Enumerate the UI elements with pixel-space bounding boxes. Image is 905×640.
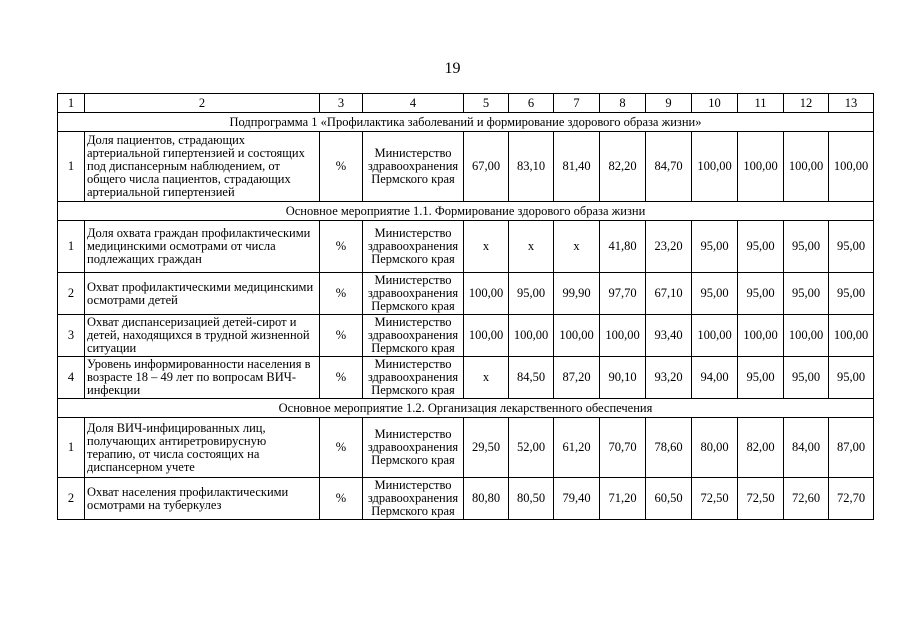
header-cell: 12 xyxy=(784,94,829,113)
responsible-executor: Министерство здравоохранения Пермского края xyxy=(363,357,464,399)
value-cell: 52,00 xyxy=(509,418,554,478)
responsible-executor: Министерство здравоохранения Пермского края xyxy=(363,418,464,478)
header-cell: 5 xyxy=(464,94,509,113)
value-cell: х xyxy=(509,221,554,273)
value-cell: 99,90 xyxy=(554,273,600,315)
value-cell: 95,00 xyxy=(784,221,829,273)
indicator-name: Доля охвата граждан профилактическими медицинскими осмотрами от числа подлежащих граждан xyxy=(85,221,320,273)
value-cell: 95,00 xyxy=(829,221,874,273)
value-cell: 93,40 xyxy=(646,315,692,357)
value-cell: 72,60 xyxy=(784,478,829,520)
value-cell: 100,00 xyxy=(692,132,738,202)
value-cell: 84,00 xyxy=(784,418,829,478)
unit: % xyxy=(320,357,363,399)
section-title: Основное мероприятие 1.2. Организация лекарственного обеспечения xyxy=(58,399,874,418)
value-cell: 72,50 xyxy=(738,478,784,520)
value-cell: 41,80 xyxy=(600,221,646,273)
value-cell: 100,00 xyxy=(464,315,509,357)
value-cell: 23,20 xyxy=(646,221,692,273)
section-title: Основное мероприятие 1.1. Формирование здорового образа жизни xyxy=(58,202,874,221)
value-cell: 100,00 xyxy=(784,132,829,202)
value-cell: 100,00 xyxy=(829,315,874,357)
value-cell: 100,00 xyxy=(692,315,738,357)
value-cell: 95,00 xyxy=(784,357,829,399)
header-cell: 8 xyxy=(600,94,646,113)
indicator-name: Охват диспансеризацией детей-сирот и детей, находящихся в трудной жизненной ситуации xyxy=(85,315,320,357)
value-cell: 95,00 xyxy=(784,273,829,315)
value-cell: 72,50 xyxy=(692,478,738,520)
table-row xyxy=(58,418,874,478)
value-cell: х xyxy=(554,221,600,273)
value-cell: 72,70 xyxy=(829,478,874,520)
value-cell: 95,00 xyxy=(738,357,784,399)
value-cell: 84,70 xyxy=(646,132,692,202)
responsible-executor: Министерство здравоохранения Пермского края xyxy=(363,315,464,357)
value-cell: 80,50 xyxy=(509,478,554,520)
header-cell: 4 xyxy=(363,94,464,113)
value-cell: 95,00 xyxy=(692,273,738,315)
value-cell: 79,40 xyxy=(554,478,600,520)
indicator-name: Доля ВИЧ-инфицированных лиц, получающих антиретровирусную терапию, от числа состоящих на диспансерном учете xyxy=(85,418,320,478)
table-row xyxy=(58,132,874,202)
value-cell: 100,00 xyxy=(600,315,646,357)
header-cell: 2 xyxy=(85,94,320,113)
table-row xyxy=(58,315,874,357)
value-cell: 60,50 xyxy=(646,478,692,520)
indicator-name: Уровень информированности населения в возрасте 18 – 49 лет по вопросам ВИЧ-инфекции xyxy=(85,357,320,399)
table-row xyxy=(58,221,874,273)
value-cell: 82,00 xyxy=(738,418,784,478)
header-cell: 10 xyxy=(692,94,738,113)
value-cell: 90,10 xyxy=(600,357,646,399)
value-cell: 61,20 xyxy=(554,418,600,478)
value-cell: 100,00 xyxy=(738,132,784,202)
responsible-executor: Министерство здравоохранения Пермского края xyxy=(363,221,464,273)
value-cell: 67,00 xyxy=(464,132,509,202)
section-row xyxy=(58,202,874,221)
indicators-table xyxy=(57,93,874,520)
section-title: Подпрограмма 1 «Профилактика заболеваний и формирование здорового образа жизни» xyxy=(58,113,874,132)
value-cell: 100,00 xyxy=(509,315,554,357)
indicator-name: Охват населения профилактическими осмотрами на туберкулез xyxy=(85,478,320,520)
value-cell: 80,00 xyxy=(692,418,738,478)
value-cell: 93,20 xyxy=(646,357,692,399)
page-number: 19 xyxy=(444,60,461,77)
value-cell: 100,00 xyxy=(784,315,829,357)
header-cell: 3 xyxy=(320,94,363,113)
row-number: 1 xyxy=(58,132,85,202)
value-cell: 81,40 xyxy=(554,132,600,202)
value-cell: 67,10 xyxy=(646,273,692,315)
value-cell: 80,80 xyxy=(464,478,509,520)
unit: % xyxy=(320,418,363,478)
table-row xyxy=(58,357,874,399)
value-cell: 82,20 xyxy=(600,132,646,202)
value-cell: 100,00 xyxy=(738,315,784,357)
value-cell: 97,70 xyxy=(600,273,646,315)
indicator-name: Охват профилактическими медицинскими осмотрами детей xyxy=(85,273,320,315)
unit: % xyxy=(320,478,363,520)
header-cell: 9 xyxy=(646,94,692,113)
responsible-executor: Министерство здравоохранения Пермского края xyxy=(363,132,464,202)
value-cell: 100,00 xyxy=(829,132,874,202)
value-cell: 87,20 xyxy=(554,357,600,399)
value-cell: 95,00 xyxy=(829,357,874,399)
indicator-name: Доля пациентов, страдающих артериальной гипертензией и состоящих под диспансерным наблюдением, от общего числа пациентов, страдающих артериальной гипертензией xyxy=(85,132,320,202)
section-row xyxy=(58,113,874,132)
value-cell: х xyxy=(464,357,509,399)
value-cell: 94,00 xyxy=(692,357,738,399)
value-cell: 29,50 xyxy=(464,418,509,478)
section-row xyxy=(58,399,874,418)
value-cell: 95,00 xyxy=(738,221,784,273)
value-cell: 95,00 xyxy=(738,273,784,315)
header-cell: 11 xyxy=(738,94,784,113)
value-cell: 95,00 xyxy=(692,221,738,273)
value-cell: 84,50 xyxy=(509,357,554,399)
row-number: 2 xyxy=(58,478,85,520)
value-cell: 87,00 xyxy=(829,418,874,478)
unit: % xyxy=(320,273,363,315)
value-cell: 71,20 xyxy=(600,478,646,520)
header-cell: 13 xyxy=(829,94,874,113)
header-cell: 7 xyxy=(554,94,600,113)
row-number: 3 xyxy=(58,315,85,357)
table-row xyxy=(58,478,874,520)
table-row xyxy=(58,273,874,315)
value-cell: 95,00 xyxy=(829,273,874,315)
value-cell: 100,00 xyxy=(464,273,509,315)
responsible-executor: Министерство здравоохранения Пермского края xyxy=(363,273,464,315)
header-cell: 1 xyxy=(58,94,85,113)
value-cell: 95,00 xyxy=(509,273,554,315)
responsible-executor: Министерство здравоохранения Пермского края xyxy=(363,478,464,520)
row-number: 1 xyxy=(58,418,85,478)
header-row xyxy=(58,94,874,113)
value-cell: 83,10 xyxy=(509,132,554,202)
header-cell: 6 xyxy=(509,94,554,113)
value-cell: 78,60 xyxy=(646,418,692,478)
value-cell: 70,70 xyxy=(600,418,646,478)
unit: % xyxy=(320,221,363,273)
unit: % xyxy=(320,132,363,202)
value-cell: х xyxy=(464,221,509,273)
row-number: 1 xyxy=(58,221,85,273)
unit: % xyxy=(320,315,363,357)
value-cell: 100,00 xyxy=(554,315,600,357)
row-number: 4 xyxy=(58,357,85,399)
row-number: 2 xyxy=(58,273,85,315)
